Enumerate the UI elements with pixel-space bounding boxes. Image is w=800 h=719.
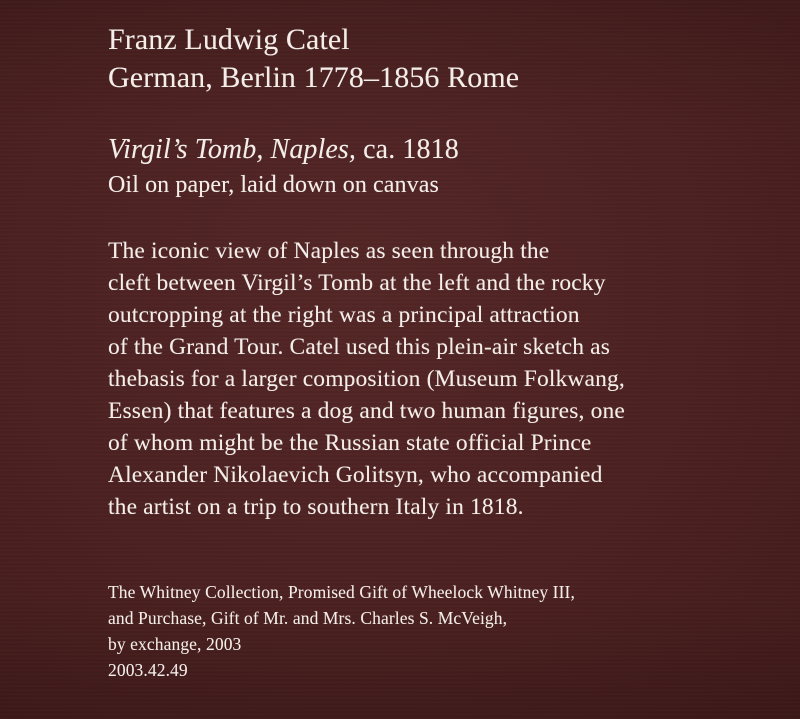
credit-text-line: The Whitney Collection, Promised Gift of Wheelock Whitney III, bbox=[108, 582, 575, 602]
description-line: outcropping at the right was a principal attraction bbox=[108, 302, 580, 328]
accession-number: 2003.42.49 bbox=[108, 660, 188, 680]
description-line: cleft between Virgil’s Tomb at the left and the rocky bbox=[108, 270, 606, 296]
artwork-medium: Oil on paper, laid down on canvas bbox=[108, 172, 439, 198]
description-line: Essen) that features a dog and two human figures, one bbox=[108, 398, 625, 424]
description-text bbox=[108, 235, 625, 523]
artwork-date: ca. 1818 bbox=[356, 134, 459, 165]
artist-nationality-dates: German, Berlin 1778–1856 Rome bbox=[108, 61, 520, 94]
credit-line bbox=[108, 579, 575, 683]
credit-text-line: and Purchase, Gift of Mr. and Mrs. Charles S. McVeigh, bbox=[108, 608, 508, 628]
artwork-title-line bbox=[108, 133, 459, 167]
description-line: of whom might be the Russian state official Prince bbox=[108, 430, 592, 456]
description-line: The iconic view of Naples as seen through the bbox=[108, 238, 550, 264]
description-line: Alexander Nikolaevich Golitsyn, who accompanied bbox=[108, 462, 603, 488]
description-line: thebasis for a larger composition (Museum Folkwang, bbox=[108, 366, 625, 392]
artist-name: Franz Ludwig Catel bbox=[108, 23, 350, 56]
artwork-title: Virgil’s Tomb, Naples, bbox=[108, 134, 357, 165]
description-line: the artist on a trip to southern Italy in 1818. bbox=[108, 494, 524, 520]
credit-text-line: by exchange, 2003 bbox=[108, 634, 242, 654]
description-line: of the Grand Tour. Catel used this plein-air sketch as bbox=[108, 334, 611, 360]
